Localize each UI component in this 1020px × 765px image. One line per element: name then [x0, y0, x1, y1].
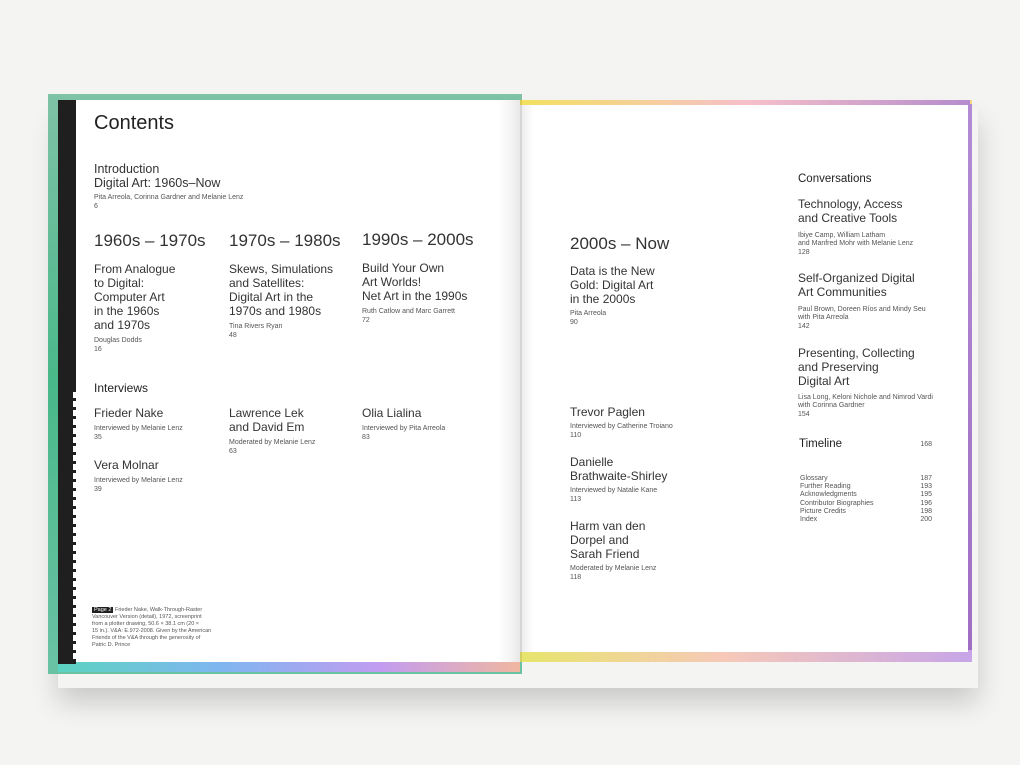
figure-caption: [92, 607, 222, 649]
binding-stitch: [73, 392, 77, 398]
binding-stitch: [73, 563, 77, 569]
decade-heading: 2000s – Now: [570, 234, 670, 253]
back-matter-item: [800, 491, 932, 499]
interview-page: 113: [570, 496, 582, 503]
interview-name: Trevor Paglen: [570, 405, 645, 419]
binding-stitch: [73, 491, 77, 497]
back-matter-page: 196: [920, 499, 932, 507]
binding-stitch: [73, 428, 77, 434]
conversation-page: 142: [798, 323, 810, 330]
interview-page: 35: [94, 434, 102, 441]
binding-stitch: [73, 590, 77, 596]
back-matter-label: Glossary: [800, 475, 828, 482]
interview-page: 118: [570, 574, 582, 581]
back-matter-page: 187: [920, 475, 932, 482]
essay-title: Build Your Own Art Worlds! Net Art in the 1990s: [362, 261, 468, 303]
interview-page: 63: [229, 448, 237, 455]
interview-page: 39: [94, 486, 102, 493]
binding-stitch: [73, 635, 77, 641]
binding-stitch: [73, 473, 77, 479]
binding-strip: [58, 100, 76, 664]
back-matter-label: Index: [800, 516, 818, 524]
intro-page: 6: [94, 203, 98, 210]
intro-label: Introduction: [94, 162, 160, 176]
binding-stitch: [73, 419, 77, 425]
binding-stitch: [73, 455, 77, 461]
interview-page: 110: [570, 432, 582, 439]
conversation-page: 154: [798, 411, 810, 418]
intro-heading: Digital Art: 1960s–Now: [94, 176, 221, 190]
back-matter-page: 198: [920, 507, 932, 515]
binding-stitch: [73, 545, 77, 551]
conversation-people: Ibiye Camp, William Latham and Manfred Mohr with Melanie Lenz: [798, 232, 914, 247]
binding-stitch: [73, 410, 77, 416]
interview-name: Frieder Nake: [94, 406, 164, 420]
back-matter-page: 195: [920, 491, 932, 499]
binding-stitch: [73, 617, 77, 623]
binding-stitch: [73, 581, 77, 587]
essay-page: 72: [362, 317, 370, 324]
timeline-label: Timeline: [799, 438, 843, 450]
back-matter-item: [800, 508, 932, 516]
interview-by: Interviewed by Melanie Lenz: [94, 425, 183, 432]
binding-stitch: [73, 599, 77, 605]
binding-stitch: [73, 554, 77, 560]
essay-title: From Analogue to Digital: Computer Art in the 1960s and 1970s: [94, 262, 176, 332]
essay-page: 48: [229, 332, 237, 339]
binding-stitch: [73, 464, 77, 470]
conversation-page: 128: [798, 249, 810, 256]
decade-heading: 1990s – 2000s: [362, 230, 474, 249]
binding-stitch: [73, 482, 77, 488]
interview-by: Interviewed by Pita Arreola: [362, 425, 446, 432]
back-matter-item: [800, 475, 932, 483]
back-matter-label: Further Reading: [800, 483, 851, 491]
back-matter-item: [800, 500, 932, 508]
binding-stitch: [73, 626, 77, 632]
essay-author: Tina Rivers Ryan: [229, 323, 283, 330]
conversation-people: Lisa Long, Keloni Nichole and Nimrod Vardi with Corinna Gardner: [798, 394, 933, 409]
back-matter-item: [800, 483, 932, 491]
binding-stitch: [73, 527, 77, 533]
binding-stitch: [73, 644, 77, 650]
interview-by: Interviewed by Melanie Lenz: [94, 477, 183, 484]
back-matter-list: [800, 475, 932, 524]
conversations-heading: Conversations: [798, 173, 872, 185]
essay-author: Douglas Dodds: [94, 337, 142, 344]
decade-heading: 1960s – 1970s: [94, 231, 206, 250]
page-title: Contents: [94, 112, 175, 134]
interview-name: Olia Lialina: [362, 406, 422, 420]
essay-title: Data is the New Gold: Digital Art in the 2000s: [570, 264, 655, 306]
back-matter-label: Acknowledgments: [800, 491, 857, 499]
interview-name: Lawrence Lek and David Em: [229, 406, 305, 434]
binding-stitch: [73, 572, 77, 578]
caption-text: Frieder Nake, Walk-Through-Raster Vancouver Version (detail), 1972, screenprint from a plotter drawing, 50.6 × 38.1 cm (20 × 15 in.). V&A: E.972-2008. Given by the American Friends of the V&A through the generosity of Patric D. Prince: [92, 607, 212, 648]
page-edge-bottom-left: [58, 662, 520, 672]
essay-page: 90: [570, 319, 578, 326]
interview-name: Vera Molnar: [94, 458, 159, 472]
conversation-people: Paul Brown, Doreen Ríos and Mindy Seu with Pita Arreola: [798, 306, 926, 321]
binding-stitch: [73, 500, 77, 506]
decade-heading: 1970s – 1980s: [229, 231, 341, 250]
back-matter-page: 193: [920, 483, 932, 491]
interview-by: Interviewed by Catherine Troiano: [570, 423, 673, 430]
binding-stitch: [73, 653, 77, 659]
binding-stitch: [73, 608, 77, 614]
interview-name: Harm van den Dorpel and Sarah Friend: [570, 519, 646, 561]
timeline-page: 168: [920, 441, 932, 448]
interview-page: 83: [362, 434, 370, 441]
binding-stitch: [73, 509, 77, 515]
essay-title: Skews, Simulations and Satellites: Digital Art in the 1970s and 1980s: [229, 262, 334, 318]
back-matter-page: 200: [920, 516, 932, 524]
binding-stitch: [73, 401, 77, 407]
interview-by: Moderated by Melanie Lenz: [229, 439, 316, 446]
essay-page: 16: [94, 346, 102, 353]
caption-tag: Page 2: [94, 607, 112, 613]
binding-stitch: [73, 536, 77, 542]
essay-author: Pita Arreola: [570, 310, 607, 317]
interviews-heading: Interviews: [94, 381, 149, 395]
conversation-title: Presenting, Collecting and Preserving Digital Art: [798, 346, 915, 388]
intro-authors: Pita Arreola, Corinna Gardner and Melanie Lenz: [94, 194, 244, 201]
essay-author: Ruth Catlow and Marc Garrett: [362, 308, 455, 315]
interview-by: Moderated by Melanie Lenz: [570, 565, 657, 572]
binding-stitch: [73, 437, 77, 443]
conversation-title: Self-Organized Digital Art Communities: [798, 271, 915, 299]
back-matter-label: Contributor Biographies: [800, 499, 874, 507]
binding-stitch: [73, 518, 77, 524]
gutter-shadow-right: [520, 105, 534, 652]
conversation-title: Technology, Access and Creative Tools: [798, 197, 903, 225]
interview-by: Interviewed by Natalie Kane: [570, 487, 658, 494]
interview-name: Danielle Brathwaite-Shirley: [570, 455, 668, 483]
back-matter-item: [800, 516, 932, 524]
binding-stitch: [73, 446, 77, 452]
back-matter-label: Picture Credits: [800, 507, 846, 515]
gutter-shadow: [498, 100, 522, 662]
